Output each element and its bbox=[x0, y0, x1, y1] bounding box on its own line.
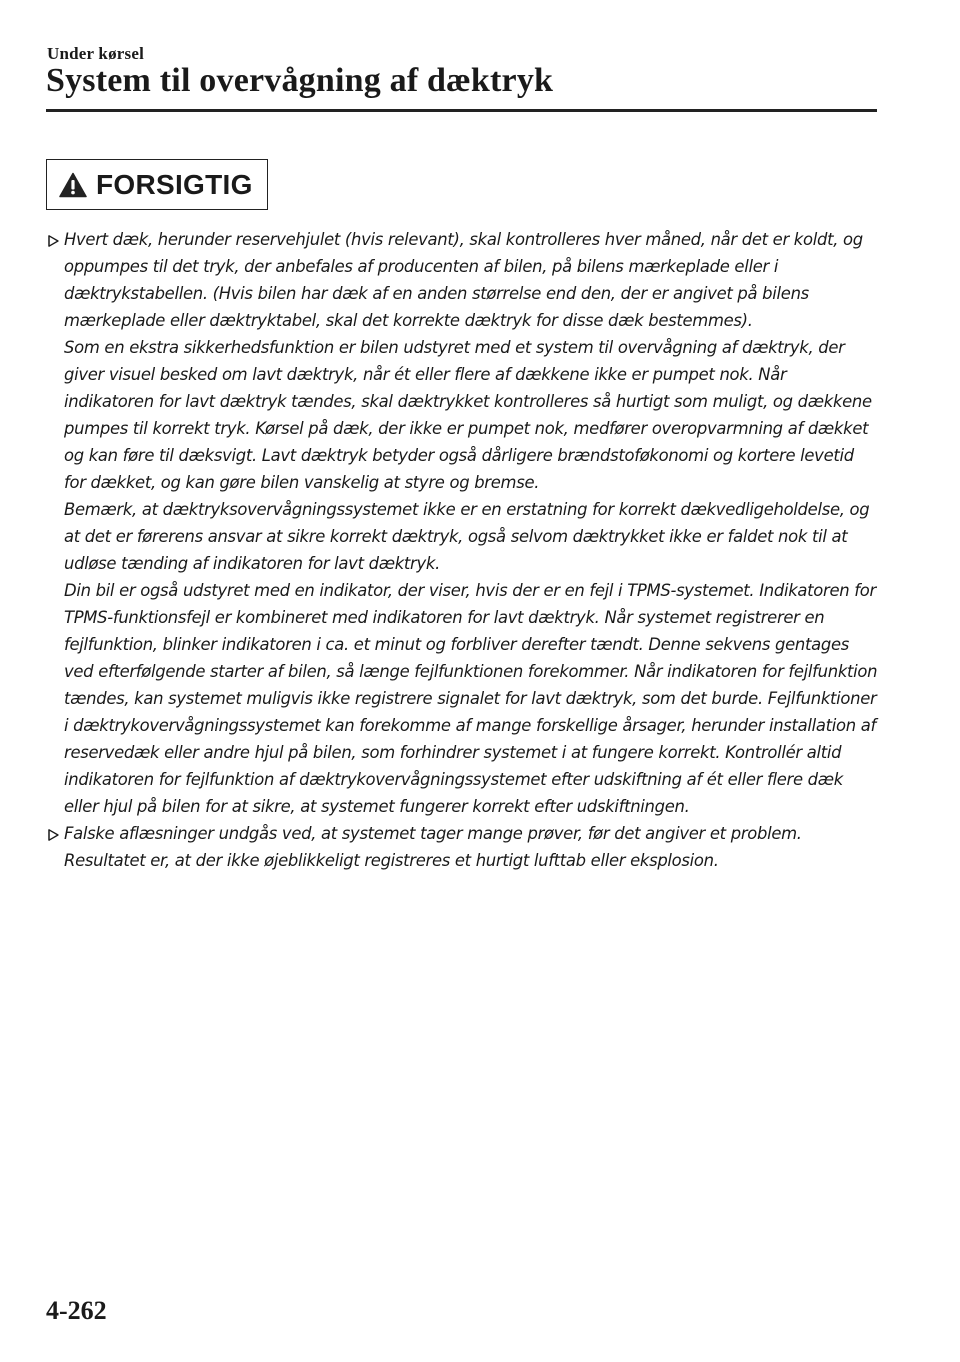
paragraph: Falske aflæsninger undgås ved, at systemet tager mange prøver, før det angiver et problem. Resultatet er, at der ikke øjeblikkeligt registreres et hurtigt lufttab eller eksplosion. bbox=[64, 824, 802, 870]
paragraph: Hvert dæk, herunder reservehjulet (hvis relevant), skal kontrolleres hver måned, når det er koldt, og oppumpes til det tryk, der anbefales af producenten af bilen, på bilens mærkeplade eller i dæktrykstabellen. (Hvis bilen har dæk af en anden størrelse end den, der er angivet på bilens mærkeplade eller dæktryktabel, skal det korrekte dæktryk for disse dæk bestemmes). bbox=[64, 230, 863, 330]
list-item bbox=[48, 226, 878, 820]
page-number: 4-262 bbox=[46, 1296, 107, 1325]
warning-triangle-icon bbox=[59, 172, 87, 198]
caution-box bbox=[46, 159, 268, 210]
paragraph: Din bil er også udstyret med en indikator, der viser, hvis der er en fejl i TPMS-systemet. Indikatoren for TPMS-funktionsfejl er kombineret med indikatoren for lavt dæktryk. Når systemet registrerer en fejlfunktion, blinker indikatoren i ca. et minut og forbliver derefter tændt. Denne sekvens gentages ved efterfølgende starter af bilen, så længe fejlfunktionen forekommer. Når indikatoren for fejlfunktion tændes, kan systemet muligvis ikke registrere signalet for lavt dæktryk, som det burde. Fejlfunktioner i dæktrykovervågningssystemet kan forekomme af mange forskellige årsager, herunder installation af reservedæk eller andre hjul på bilen, som forhindrer systemet i at fungere korrekt. Kontrollér altid indikatoren for fejlfunktion af dæktrykovervågningssystemet efter udskiftning af ét eller flere dæk eller hjul på bilen for at sikre, at systemet fungerer korrekt efter udskiftningen. bbox=[64, 581, 878, 816]
paragraph: Som en ekstra sikkerhedsfunktion er bilen udstyret med et system til overvågning af dæktryk, der giver visuel besked om lavt dæktryk, når ét eller flere af dækkene ikke er pumpet nok. Når indikatoren for lavt dæktryk tændes, skal dæktrykket kontrolleres så hurtigt som muligt, og dækkene pumpes til korrekt tryk. Kørsel på dæk, der ikke er pumpet nok, medfører overopvarmning af dækket og kan føre til dæksvigt. Lavt dæktryk betyder også dårligere brændstoføkonomi og kortere levetid for dækket, og kan gøre bilen vanskelig at styre og bremse. bbox=[64, 338, 872, 492]
list-item bbox=[48, 820, 878, 874]
bullet-arrow-icon bbox=[48, 829, 59, 841]
title-rule bbox=[46, 109, 877, 112]
body-block bbox=[48, 226, 878, 874]
caution-label: FORSIGTIG bbox=[96, 168, 253, 200]
paragraph: Bemærk, at dæktryksovervågningssystemet ikke er en erstatning for korrekt dækvedligeholdelse, og at det er førerens ansvar at sikre korrekt dæktryk, også selvom dæktrykket ikke er faldet nok til at udløse tænding af indikatoren for lavt dæktryk. bbox=[64, 500, 870, 573]
bullet-arrow-icon bbox=[48, 235, 59, 247]
section-label: Under kørsel bbox=[47, 44, 145, 63]
page-title: System til overvågning af dæktryk bbox=[46, 62, 554, 99]
